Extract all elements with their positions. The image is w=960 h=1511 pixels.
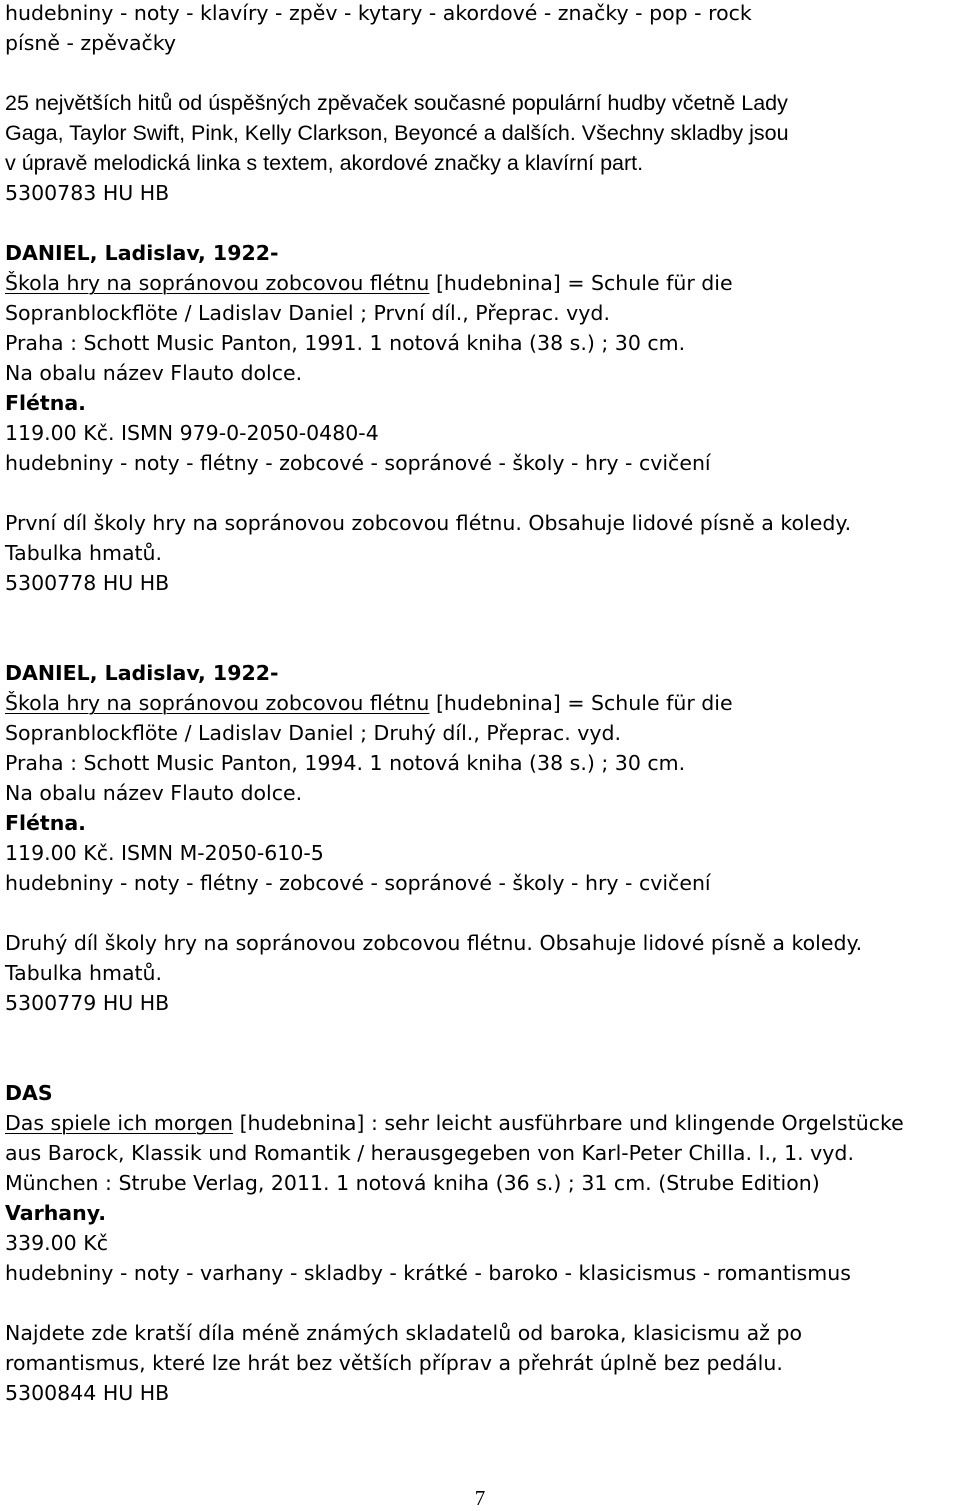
entry-note: Na obalu název Flauto dolce. bbox=[5, 781, 303, 805]
entry-price: 119.00 Kč. ISMN 979-0-2050-0480-4 bbox=[5, 421, 379, 445]
catalog-entry bbox=[5, 1078, 957, 1408]
catalog-code: 5300778 HU HB bbox=[5, 571, 170, 595]
entry-title-link[interactable]: Škola hry na sopránovou zobcovou flétnu bbox=[5, 271, 430, 295]
annotation-line: Tabulka hmatů. bbox=[5, 541, 163, 565]
subject-headings: hudebniny - noty - flétny - zobcové - sopránové - školy - hry - cvičení bbox=[5, 871, 711, 895]
subject-headings-continued: písně - zpěvačky bbox=[5, 31, 177, 55]
entry-title-continued: Sopranblockflöte / Ladislav Daniel ; Druhý díl., Přeprac. vyd. bbox=[5, 721, 622, 745]
catalog-entry-intro bbox=[5, 0, 957, 208]
entry-category: Varhany. bbox=[5, 1201, 106, 1225]
entry-author: DAS bbox=[5, 1081, 53, 1105]
annotation-line: První díl školy hry na sopránovou zobcovou flétnu. Obsahuje lidové písně a koledy. bbox=[5, 511, 852, 535]
entry-title-link[interactable]: Škola hry na sopránovou zobcovou flétnu bbox=[5, 691, 430, 715]
entry-imprint: Praha : Schott Music Panton, 1991. 1 notová kniha (38 s.) ; 30 cm. bbox=[5, 331, 686, 355]
entry-price: 339.00 Kč bbox=[5, 1231, 108, 1255]
annotation-line: v úpravě melodická linka s textem, akordové značky a klavírní part. bbox=[5, 151, 644, 175]
entry-author: DANIEL, Ladislav, 1922- bbox=[5, 241, 279, 265]
entry-category: Flétna. bbox=[5, 391, 86, 415]
entry-category: Flétna. bbox=[5, 811, 86, 835]
annotation-line: Druhý díl školy hry na sopránovou zobcovou flétnu. Obsahuje lidové písně a koledy. bbox=[5, 931, 863, 955]
entry-imprint: München : Strube Verlag, 2011. 1 notová kniha (36 s.) ; 31 cm. (Strube Edition) bbox=[5, 1171, 820, 1195]
catalog-page bbox=[5, 0, 957, 1408]
entry-title-line bbox=[5, 1108, 957, 1138]
entry-author: DANIEL, Ladislav, 1922- bbox=[5, 661, 279, 685]
annotation-line: Gaga, Taylor Swift, Pink, Kelly Clarkson, Beyoncé a dalších. Všechny skladby jsou bbox=[5, 121, 789, 145]
catalog-code: 5300783 HU HB bbox=[5, 181, 170, 205]
catalog-entry bbox=[5, 658, 957, 1018]
entry-title-continued: Sopranblockflöte / Ladislav Daniel ; První díl., Přeprac. vyd. bbox=[5, 301, 610, 325]
annotation-line: 25 největších hitů od úspěšných zpěvaček současné populární hudby včetně Lady bbox=[5, 91, 788, 115]
entry-note: Na obalu název Flauto dolce. bbox=[5, 361, 303, 385]
entry-title-line bbox=[5, 268, 957, 298]
annotation-line: Tabulka hmatů. bbox=[5, 961, 163, 985]
catalog-code: 5300844 HU HB bbox=[5, 1381, 170, 1405]
annotation-line: Najdete zde kratší díla méně známých skladatelů od baroka, klasicismu až po bbox=[5, 1321, 802, 1345]
entry-title-rest: [hudebnina] : sehr leicht ausführbare und klingende Orgelstücke bbox=[233, 1111, 904, 1135]
entry-price: 119.00 Kč. ISMN M-2050-610-5 bbox=[5, 841, 324, 865]
subject-headings: hudebniny - noty - varhany - skladby - krátké - baroko - klasicismus - romantismus bbox=[5, 1261, 851, 1285]
subject-headings: hudebniny - noty - flétny - zobcové - sopránové - školy - hry - cvičení bbox=[5, 451, 711, 475]
catalog-code: 5300779 HU HB bbox=[5, 991, 170, 1015]
entry-imprint: Praha : Schott Music Panton, 1994. 1 notová kniha (38 s.) ; 30 cm. bbox=[5, 751, 686, 775]
entry-title-rest: [hudebnina] = Schule für die bbox=[429, 271, 733, 295]
annotation-line: romantismus, které lze hrát bez větších příprav a přehrát úplně bez pedálu. bbox=[5, 1351, 783, 1375]
catalog-entry bbox=[5, 238, 957, 598]
page-number: 7 bbox=[474, 1486, 486, 1510]
subject-headings: hudebniny - noty - klavíry - zpěv - kytary - akordové - značky - pop - rock bbox=[5, 1, 752, 25]
entry-title-link[interactable]: Das spiele ich morgen bbox=[5, 1111, 234, 1135]
entry-title-line bbox=[5, 688, 957, 718]
entry-title-rest: [hudebnina] = Schule für die bbox=[429, 691, 733, 715]
entry-title-continued: aus Barock, Klassik und Romantik / herausgegeben von Karl-Peter Chilla. I., 1. vyd. bbox=[5, 1141, 854, 1165]
